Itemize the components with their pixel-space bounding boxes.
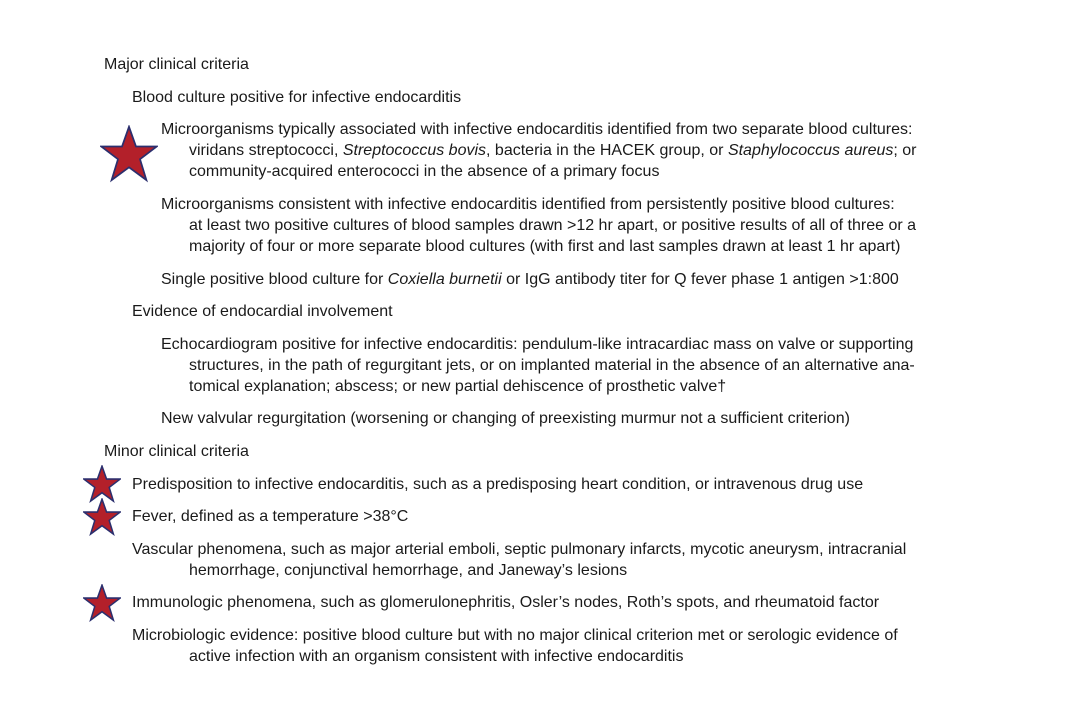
minor-predisposition: Predisposition to infective endocarditis, such as a predisposing heart condition, or intravenous drug use — [132, 476, 864, 493]
minor-vascular-line-2: hemorrhage, conjunctival hemorrhage, and Janeway’s lesions — [189, 562, 628, 579]
endocardial-item-1-line-1: Echocardiogram positive for infective endocarditis: pendulum-like intracardiac mass on valve or supporting — [161, 336, 914, 353]
endocardial-heading: Evidence of endocardial involvement — [132, 303, 393, 320]
star-icon — [83, 584, 121, 622]
blood-culture-item-1-line-2: viridans streptococci, Streptococcus bovis, bacteria in the HACEK group, or Staphylococcus aureus; or — [189, 142, 917, 159]
endocardial-item-1-line-3: tomical explanation; abscess; or new partial dehiscence of prosthetic valve† — [189, 378, 727, 395]
blood-culture-item-1-line-1: Microorganisms typically associated with infective endocarditis identified from two separate blood cultures: — [161, 121, 913, 138]
blood-culture-heading: Blood culture positive for infective endocarditis — [132, 89, 462, 106]
minor-vascular-line-1: Vascular phenomena, such as major arterial emboli, septic pulmonary infarcts, mycotic aneurysm, intracranial — [132, 541, 907, 558]
star-icon — [83, 498, 121, 536]
endocardial-item-2: New valvular regurgitation (worsening or changing of preexisting murmur not a sufficient criterion) — [161, 410, 850, 427]
endocardial-item-1-line-2: structures, in the path of regurgitant jets, or on implanted material in the absence of an alternative ana- — [189, 357, 915, 374]
minor-microbiologic-line-1: Microbiologic evidence: positive blood culture but with no major clinical criterion met or serologic evidence of — [132, 627, 898, 644]
blood-culture-item-3: Single positive blood culture for Coxiella burnetii or IgG antibody titer for Q fever phase 1 antigen >1:800 — [161, 271, 899, 288]
blood-culture-item-2-line-3: majority of four or more separate blood cultures (with first and last samples drawn at least 1 hr apart) — [189, 238, 901, 255]
blood-culture-item-2-line-1: Microorganisms consistent with infective endocarditis identified from persistently positive blood cultures: — [161, 196, 895, 213]
minor-microbiologic-line-2: active infection with an organism consistent with infective endocarditis — [189, 648, 684, 665]
blood-culture-item-2-line-2: at least two positive cultures of blood samples drawn >12 hr apart, or positive results of all of three or a — [189, 217, 917, 234]
star-icon — [100, 125, 158, 183]
minor-immunologic: Immunologic phenomena, such as glomerulonephritis, Osler’s nodes, Roth’s spots, and rheumatoid factor — [132, 594, 880, 611]
blood-culture-item-1-line-3: community-acquired enterococci in the absence of a primary focus — [189, 163, 660, 180]
minor-fever: Fever, defined as a temperature >38°C — [132, 508, 409, 525]
minor-criteria-heading: Minor clinical criteria — [104, 443, 249, 460]
major-criteria-heading: Major clinical criteria — [104, 56, 249, 73]
